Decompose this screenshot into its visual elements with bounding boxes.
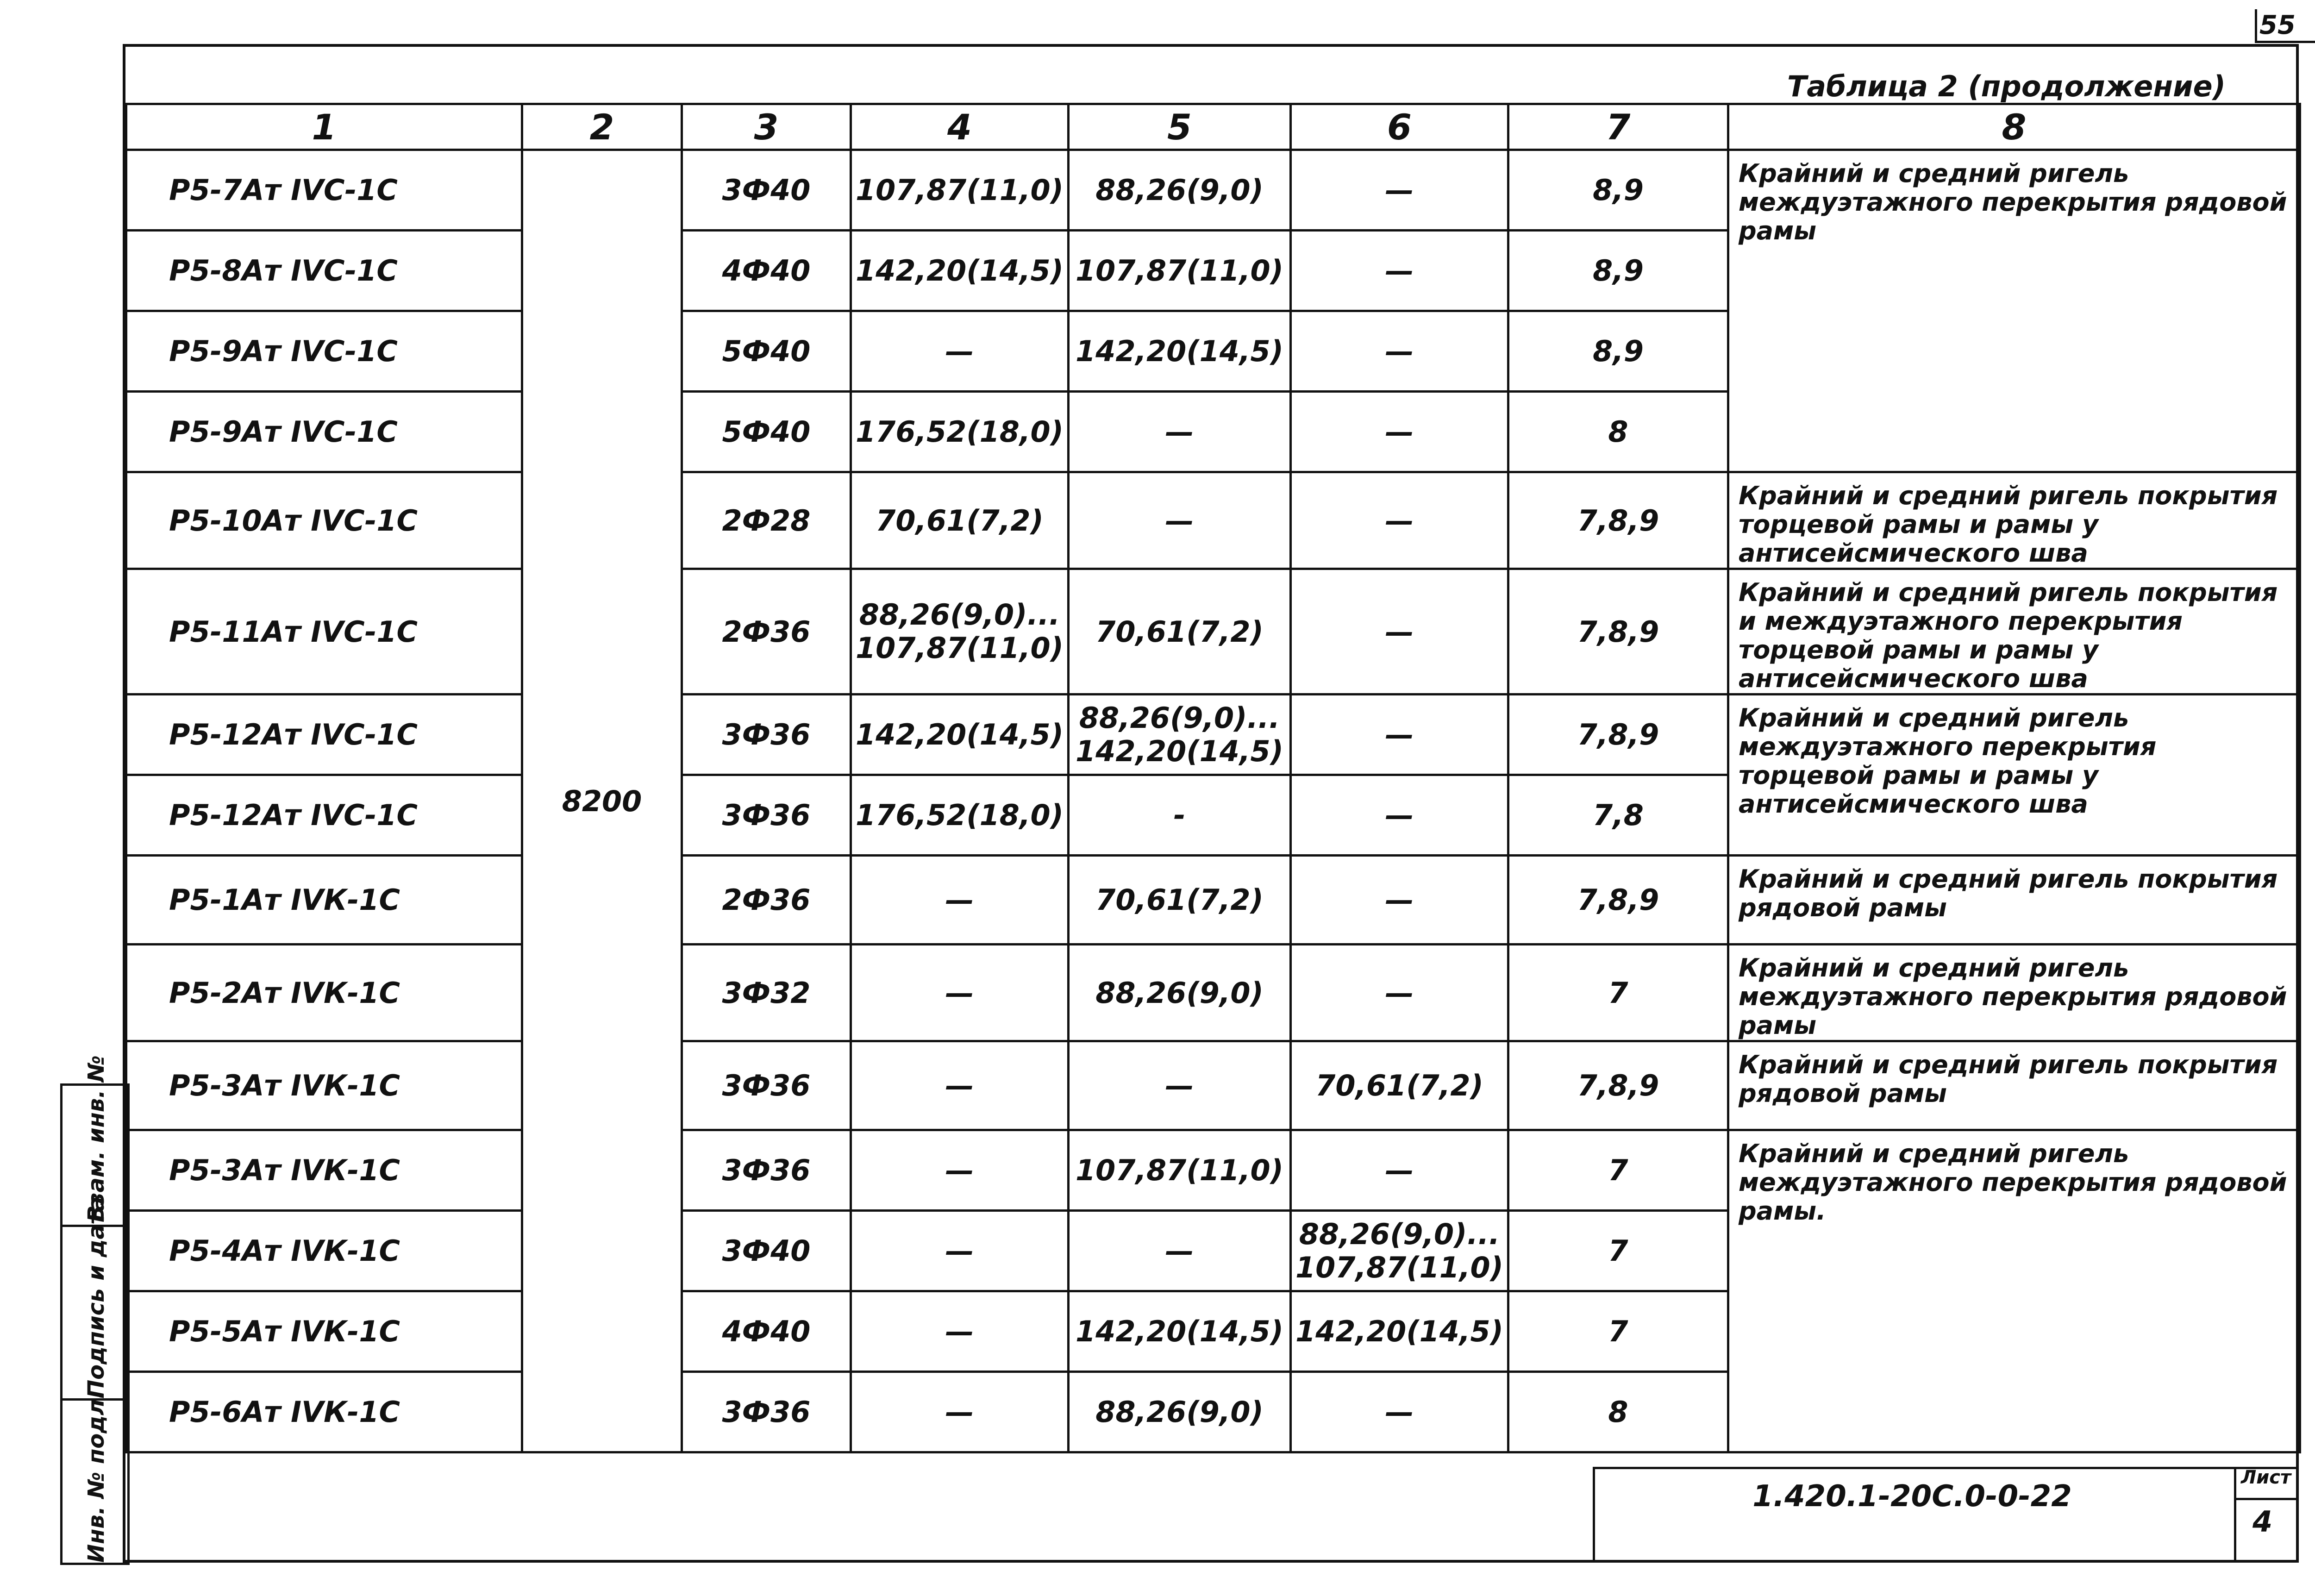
value-cell: -: [1069, 775, 1291, 856]
value-cell: —: [851, 1211, 1069, 1291]
description-cell: Крайний и средний ригель междуэтажного перекрытия торцевой рамы и рамы у антисейсмического шва: [1728, 695, 2300, 856]
rebar-cell: 2Ф28: [682, 472, 851, 569]
rebar-cell: 2Ф36: [682, 856, 851, 945]
side-stamp-label: Взам. инв. №: [83, 1055, 109, 1222]
value-cell: 176,52(18,0): [851, 775, 1069, 856]
value-cell: —: [1291, 945, 1508, 1041]
rebar-cell: 5Ф40: [682, 311, 851, 392]
rebar-cell: 3Ф36: [682, 1041, 851, 1130]
value-cell: 8,9: [1508, 150, 1728, 231]
description-cell: Крайний и средний ригель междуэтажного перекрытия рядовой рамы: [1728, 945, 2300, 1041]
column-header: 8: [1728, 104, 2300, 150]
value-cell: 88,26(9,0): [1069, 150, 1291, 231]
value-cell: 70,61(7,2): [851, 472, 1069, 569]
header-row: [126, 104, 2300, 150]
value-cell: —: [1291, 392, 1508, 472]
table-row: [126, 150, 2300, 231]
value-cell: —: [1291, 695, 1508, 775]
value-cell: 7,8,9: [1508, 856, 1728, 945]
value-cell: 8,9: [1508, 311, 1728, 392]
value-cell: —: [1291, 569, 1508, 695]
value-line: 107,87(11,0): [856, 631, 1064, 665]
mark-cell: Р5-3Ат IVК-1С: [126, 1041, 522, 1130]
value-cell: 7: [1508, 1291, 1728, 1372]
mark-cell: Р5-5Ат IVК-1С: [126, 1291, 522, 1372]
side-stamp-cell: [60, 1196, 130, 1401]
value-cell: 70,61(7,2): [1069, 856, 1291, 945]
value-cell: 88,26(9,0): [1069, 945, 1291, 1041]
table-row: [126, 569, 2300, 695]
rebar-cell: 2Ф36: [682, 569, 851, 695]
rebar-cell: 4Ф40: [682, 231, 851, 311]
mark-cell: Р5-7Ат IVС-1С: [126, 150, 522, 231]
rebar-cell: 3Ф36: [682, 775, 851, 856]
description-cell: Крайний и средний ригель покрытия и междуэтажного перекрытия торцевой рамы и рамы у антисейсмического шва: [1728, 569, 2300, 695]
page-number-underline: [2255, 41, 2315, 43]
value-cell: —: [851, 1291, 1069, 1372]
value-cell: 176,52(18,0): [851, 392, 1069, 472]
value-cell: —: [1291, 856, 1508, 945]
value-cell: 7: [1508, 945, 1728, 1041]
mark-cell: Р5-9Ат IVС-1С: [126, 392, 522, 472]
value-cell: 142,20(14,5): [1291, 1291, 1508, 1372]
rebar-cell: 3Ф32: [682, 945, 851, 1041]
title-block-divider: [2234, 1467, 2236, 1563]
table-row: [126, 945, 2300, 1041]
table-row: [126, 1130, 2300, 1211]
mark-cell: Р5-4Ат IVК-1С: [126, 1211, 522, 1291]
sheet-label-underline: [2234, 1498, 2299, 1500]
description-cell: Крайний и средний ригель покрытия рядовой рамы: [1728, 856, 2300, 945]
value-cell: [1069, 695, 1291, 775]
value-cell: 70,61(7,2): [1291, 1041, 1508, 1130]
mark-cell: Р5-3Ат IVК-1С: [126, 1130, 522, 1211]
value-cell: 7,8,9: [1508, 569, 1728, 695]
value-cell: —: [851, 945, 1069, 1041]
mark-cell: Р5-10Ат IVС-1С: [126, 472, 522, 569]
value-cell: 8: [1508, 392, 1728, 472]
title-block-top: [1593, 1467, 2299, 1469]
rebar-cell: 4Ф40: [682, 1291, 851, 1372]
value-cell: 7,8,9: [1508, 1041, 1728, 1130]
column-header: 5: [1069, 104, 1291, 150]
value-cell: 107,87(11,0): [1069, 1130, 1291, 1211]
value-cell: 142,20(14,5): [1069, 1291, 1291, 1372]
side-stamp-cell: [60, 1390, 130, 1565]
column-header: 2: [522, 104, 682, 150]
value-cell: 7,8,9: [1508, 695, 1728, 775]
column-header: 1: [126, 104, 522, 150]
value-cell: 7,8,9: [1508, 472, 1728, 569]
value-cell: 8,9: [1508, 231, 1728, 311]
table-row: [126, 695, 2300, 775]
description-cell: Крайний и средний ригель покрытия торцевой рамы и рамы у антисейсмического шва: [1728, 472, 2300, 569]
value-line: 88,26(9,0)...: [1299, 1217, 1500, 1251]
rebar-cell: 3Ф36: [682, 1372, 851, 1452]
value-cell: —: [1069, 1041, 1291, 1130]
value-cell: —: [1291, 472, 1508, 569]
value-cell: 107,87(11,0): [851, 150, 1069, 231]
value-cell: —: [1069, 1211, 1291, 1291]
value-cell: 142,20(14,5): [851, 231, 1069, 311]
value-cell: —: [1069, 392, 1291, 472]
value-cell: —: [851, 1041, 1069, 1130]
rebar-cell: 3Ф36: [682, 1130, 851, 1211]
rebar-cell: 3Ф40: [682, 1211, 851, 1291]
value-line: 88,26(9,0)...: [1079, 701, 1280, 735]
rebar-cell: 5Ф40: [682, 392, 851, 472]
value-cell: —: [851, 311, 1069, 392]
table-row: [126, 1041, 2300, 1130]
value-cell: —: [1291, 1130, 1508, 1211]
side-stamp-label: Подпись и дата: [83, 1196, 109, 1398]
value-cell: 142,20(14,5): [1069, 311, 1291, 392]
value-cell: —: [1291, 231, 1508, 311]
value-cell: 7,8: [1508, 775, 1728, 856]
rebar-cell: 3Ф40: [682, 150, 851, 231]
column-header: 3: [682, 104, 851, 150]
description-cell: Крайний и средний ригель междуэтажного перекрытия рядовой рамы: [1728, 150, 2300, 472]
sheet-number: 4: [2252, 1505, 2273, 1539]
value-cell: —: [1069, 472, 1291, 569]
value-cell: 142,20(14,5): [851, 695, 1069, 775]
value-cell: [851, 569, 1069, 695]
side-stamp-label: Инв. № подл.: [83, 1390, 109, 1563]
value-cell: —: [851, 1130, 1069, 1211]
rebar-cell: 3Ф36: [682, 695, 851, 775]
mark-cell: Р5-12Ат IVС-1С: [126, 775, 522, 856]
value-cell: 70,61(7,2): [1069, 569, 1291, 695]
value-line: 88,26(9,0)...: [859, 598, 1060, 632]
value-cell: [1291, 1211, 1508, 1291]
column-header: 4: [851, 104, 1069, 150]
value-cell: 7: [1508, 1211, 1728, 1291]
table-title: Таблица 2 (продолжение): [1787, 69, 2226, 103]
column-header: 7: [1508, 104, 1728, 150]
mark-cell: Р5-2Ат IVК-1С: [126, 945, 522, 1041]
table-row: [126, 472, 2300, 569]
mark-cell: Р5-8Ат IVС-1С: [126, 231, 522, 311]
spec-table: [125, 103, 2301, 1453]
value-cell: —: [851, 1372, 1069, 1452]
value-cell: —: [1291, 1372, 1508, 1452]
value-cell: —: [1291, 311, 1508, 392]
mark-cell: Р5-1Ат IVК-1С: [126, 856, 522, 945]
value-cell: 7: [1508, 1130, 1728, 1211]
table-row: [126, 856, 2300, 945]
mark-cell: Р5-11Ат IVС-1С: [126, 569, 522, 695]
side-stamp: [60, 1055, 130, 1565]
description-cell: Крайний и средний ригель покрытия рядовой рамы: [1728, 1041, 2300, 1130]
page-number-divider: [2255, 9, 2257, 42]
page-number: 55: [2259, 10, 2296, 40]
mark-cell: Р5-12Ат IVС-1С: [126, 695, 522, 775]
value-line: 142,20(14,5): [1076, 734, 1283, 768]
value-cell: —: [1291, 775, 1508, 856]
value-cell: 107,87(11,0): [1069, 231, 1291, 311]
mark-cell: Р5-9Ат IVС-1С: [126, 311, 522, 392]
mark-cell: Р5-6Ат IVК-1С: [126, 1372, 522, 1452]
sheet-label: Лист: [2241, 1467, 2291, 1488]
value-cell: —: [1291, 150, 1508, 231]
span-cell: 8200: [522, 150, 682, 1452]
document-code: 1.420.1-20С.0-0-22: [1752, 1479, 2072, 1514]
column-header: 6: [1291, 104, 1508, 150]
description-cell: Крайний и средний ригель междуэтажного перекрытия рядовой рамы.: [1728, 1130, 2300, 1452]
value-line: 107,87(11,0): [1295, 1250, 1503, 1284]
value-cell: —: [851, 856, 1069, 945]
value-cell: 8: [1508, 1372, 1728, 1452]
value-cell: 88,26(9,0): [1069, 1372, 1291, 1452]
